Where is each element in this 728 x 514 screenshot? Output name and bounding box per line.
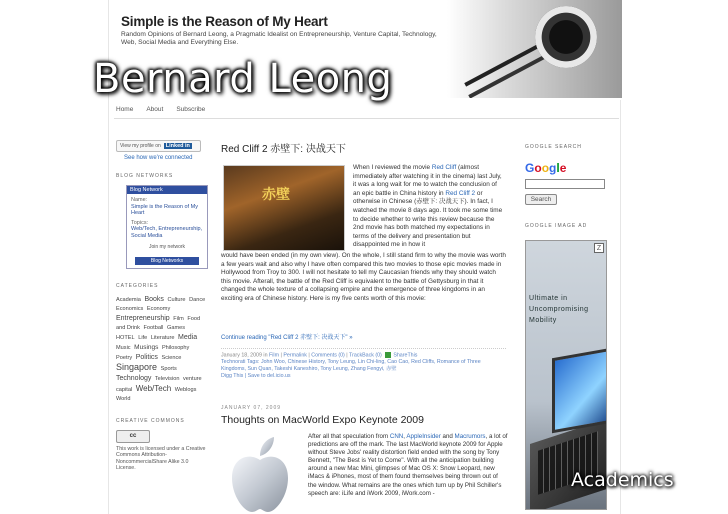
category-link[interactable]: Philosophy <box>161 344 190 351</box>
category-link[interactable]: venture capital <box>116 375 202 393</box>
share-this-link[interactable]: ShareThis <box>393 352 418 359</box>
technorati-tags[interactable]: Technorati Tags: John Woo, Chinese History, Tony Leung, Lin Chi-ling, Cao Cao, Red Cliffs, Romance of Three Kingdoms, Sun Quan, Takeshi Kaneshiro, Tony Leung, Zhang Fengyi, 赤壁 <box>221 359 481 373</box>
category-link[interactable]: Web/Tech <box>135 383 172 393</box>
laptop-screen-shape <box>552 348 607 434</box>
red-cliff-link[interactable]: Red Cliff <box>431 164 457 171</box>
creative-commons-text: This work is licensed under a Creative Commons Attribution-NoncommercialShare Alike 3.0 License. <box>116 445 206 471</box>
category-link[interactable]: Food and Drink <box>116 315 201 331</box>
category-link[interactable]: Musings <box>134 343 159 351</box>
blog-networks-heading: BLOG NETWORKS <box>116 173 174 179</box>
digg-this-link[interactable]: Digg This | Save to del.icio.us <box>221 373 291 380</box>
category-film-link[interactable]: Film <box>269 352 280 359</box>
cnn-link[interactable]: CNN <box>389 433 404 440</box>
category-link[interactable]: Entrepreneurship <box>116 314 170 322</box>
apple-logo-icon <box>226 434 294 514</box>
share-icon[interactable] <box>385 352 391 358</box>
separator: | <box>279 352 284 359</box>
logo-letter: o <box>541 161 550 175</box>
category-link[interactable]: Singapore <box>116 361 158 372</box>
category-cloud <box>116 295 208 404</box>
creative-commons-heading: CREATIVE COMMONS <box>116 417 185 424</box>
category-link[interactable]: Academia <box>116 296 141 303</box>
linkedin-logo-icon: Linked in <box>165 143 190 149</box>
ad-line: Mobility <box>529 317 557 324</box>
post-date-header: JANUARY 07, 2009 <box>221 405 282 411</box>
logo-letter: G <box>525 161 535 175</box>
trackback-link[interactable]: TrackBack (0) <box>349 352 382 359</box>
main-content <box>221 140 511 497</box>
google-search-button[interactable]: Search <box>525 194 557 205</box>
permalink-link[interactable]: Permalink <box>283 352 307 359</box>
text-run: and <box>440 433 455 440</box>
ad-close-icon[interactable]: Z <box>594 243 604 253</box>
text-run: (almost immediately after watching it in the cinema) last July, it was a long wait for me to watch the conclusion of an epic battle in China history in <box>353 164 502 197</box>
category-link[interactable]: Literature <box>150 334 175 341</box>
post-meta <box>221 348 506 380</box>
text-run: , a lot of predictions are off the mark. The last MacWorld keynote 2009 for Apple without Steve Jobs' reality distortion field ended with the song by Tony Bennett, "The Best is Yet to Come". With all the anticipation building around a new Mac Mini, glimpses of Mac OS X: Snow Leopard, new iMacs & iPhones, most of them found themselves being thrown out of the window. What remains are the ones which turn up by Phil Schiller's speech are: iLife and iWork 2009, iWork.com - <box>308 433 508 497</box>
nav-subscribe[interactable]: Subscribe <box>176 106 206 113</box>
ad-line: Uncompromising <box>529 306 589 313</box>
separator: | <box>344 352 350 359</box>
category-link[interactable]: Life <box>138 334 148 341</box>
logo-letter: g <box>549 161 557 175</box>
widget-join-link[interactable]: Join my network <box>148 244 186 250</box>
category-link[interactable]: Media <box>178 333 198 341</box>
google-logo-icon <box>525 161 613 175</box>
category-link[interactable]: Film <box>173 315 184 322</box>
logo-letter: o <box>534 161 542 175</box>
nav-home[interactable]: Home <box>116 106 134 113</box>
left-sidebar <box>116 140 208 472</box>
site-title[interactable]: Simple is the Reason of My Heart <box>121 14 328 29</box>
text-run: or otherwise in Chinese (赤壁下: 决战天下). In fact, I watched the movie 8 days ago. It took me some time to decide whether to write this review because the 2nd movie has both matched my expectations in terms of the delivery and presentation but disappointed me in how it <box>353 189 503 249</box>
linkedin-connected-link[interactable]: See how we're connected <box>124 155 193 161</box>
blog-networks-button[interactable]: Blog Networks <box>135 257 199 265</box>
category-link[interactable]: Technology <box>116 374 152 382</box>
widget-topics-label: Topics: <box>131 219 149 226</box>
overlay-caption: Academics <box>571 469 674 491</box>
comments-link[interactable]: Comments (0) <box>311 352 345 359</box>
logo-letter: e <box>559 161 567 175</box>
category-link[interactable]: Music <box>116 344 131 351</box>
nav-divider <box>114 118 619 119</box>
ad-headline <box>529 293 589 326</box>
post-body-paragraph <box>353 164 505 250</box>
post-body-paragraph: would have been ended (in my own view). On the whole, I still stand firm to why the movie was worth a few years wait and also why I have often compared this two movies to those epic movies made in Hollywood from Troy to 300. I will not hesitate to tell my Caucasian friends why they should watch this movie. Afterall, the battle of the Red Cliff is equivalent to the battle of Gettysburg in that it changed the whole texture of a collapsing empire and the emergence of three kingdoms in an exciting era of Chinese history. Here is my five cents worth of this movie: <box>221 252 506 302</box>
widget-body <box>127 194 207 254</box>
post-title[interactable]: Thoughts on MacWorld Expo Keynote 2009 <box>221 414 424 426</box>
logo-letter: l <box>556 161 560 175</box>
category-link[interactable]: Economics <box>116 305 144 312</box>
linkedin-badge[interactable] <box>116 140 201 152</box>
widget-name-label: Name: <box>131 197 148 203</box>
category-link[interactable]: Culture <box>167 296 186 303</box>
category-link[interactable]: Dance <box>189 296 206 303</box>
red-cliff-poster-image <box>223 165 345 251</box>
teacup-shape <box>535 6 597 68</box>
category-link[interactable]: Television <box>154 375 180 382</box>
continue-reading-link[interactable]: Continue reading "Red Cliff 2 赤壁下: 决战天下" » <box>221 335 353 341</box>
category-link[interactable]: Games <box>166 324 186 331</box>
category-link[interactable]: Economy <box>146 305 171 312</box>
category-link[interactable]: HOTEL <box>116 334 135 341</box>
macrumors-link[interactable]: Macrumors <box>454 433 486 440</box>
text-run: , <box>403 433 407 440</box>
poster-title-text: 赤壁 <box>262 186 290 202</box>
widget-name[interactable]: Simple is the Reason of My Heart <box>131 203 198 216</box>
google-search-heading: GOOGLE SEARCH <box>525 144 582 150</box>
top-nav <box>116 106 205 113</box>
category-link[interactable]: World <box>116 395 131 402</box>
widget-header[interactable]: Blog Network <box>127 186 207 194</box>
separator: | <box>306 352 312 359</box>
ad-line: Ultimate in <box>529 295 568 302</box>
widget-topics: Web/Tech, Entrepreneurship, Social Media <box>131 226 203 239</box>
category-link[interactable]: Poetry <box>116 354 133 361</box>
post-date: January 18, 2009 in <box>221 352 270 359</box>
category-link[interactable]: Science <box>161 354 182 361</box>
site-description: Random Opinions of Bernard Leong, a Pragmatic Idealist on Entrepreneurship, Venture Capital, Technology, Web, Social Media and Everything Else. <box>121 31 437 46</box>
text-run: When I reviewed the movie <box>353 164 432 171</box>
post-title[interactable]: Red Cliff 2 赤壁下: 决战天下 <box>221 144 346 155</box>
category-link[interactable]: Politics <box>135 353 158 361</box>
category-link[interactable]: Sports <box>160 365 177 372</box>
category-link[interactable]: Books <box>144 295 164 303</box>
post-body-paragraph <box>308 433 508 498</box>
linkedin-badge-text: View my profile on <box>120 143 161 149</box>
category-link[interactable]: Weblogs <box>174 386 197 393</box>
text-run: After all that speculation from <box>308 433 390 440</box>
google-search-input[interactable] <box>525 179 605 189</box>
nav-about[interactable]: About <box>146 106 164 113</box>
creative-commons-badge-icon[interactable]: cc <box>116 430 150 443</box>
overlay-title: Bernard Leong <box>93 56 393 102</box>
appleinsider-link[interactable]: AppleInsider <box>406 433 441 440</box>
header-teacup-image <box>447 0 622 98</box>
categories-heading: CATEGORIES <box>116 282 159 289</box>
red-cliff-2-link[interactable]: Red Cliff 2 <box>445 189 476 197</box>
blog-network-widget <box>126 185 208 269</box>
google-ad-heading: GOOGLE IMAGE AD <box>525 223 588 229</box>
category-link[interactable]: Football <box>143 324 164 331</box>
right-sidebar <box>525 144 613 324</box>
